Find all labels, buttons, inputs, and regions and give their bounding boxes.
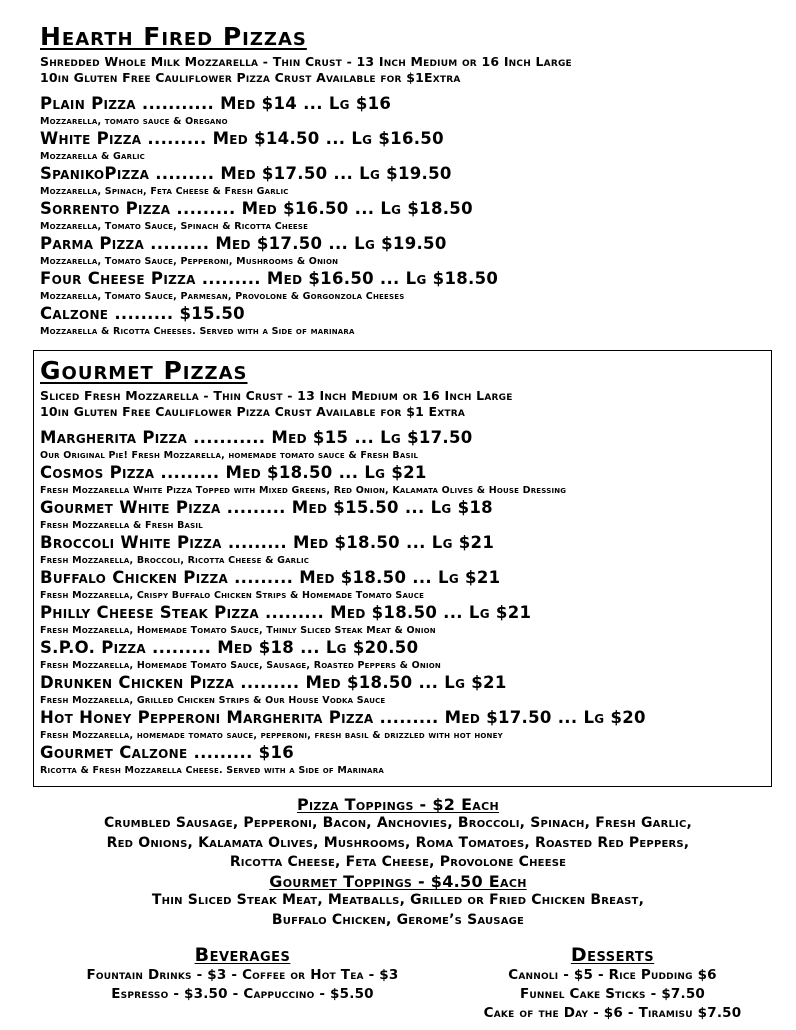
menu-item-list	[40, 429, 778, 779]
item-description: Fresh Mozzarella, Homemade Tomato Sauce, Sausage, Roasted Peppers & Onion	[40, 660, 441, 671]
desserts-line: Funnel Cake Sticks - $7.50	[519, 986, 706, 1002]
item-title: Hot Honey Pepperoni Margherita Pizza ......... Med $17.50 ... Lg $20	[40, 708, 646, 727]
gourmet-toppings-line: Buffalo Chicken, Gerome’s Sausage	[271, 911, 525, 928]
section-subtitle: Shredded Whole Milk Mozzarella - Thin Crust - 13 Inch Medium or 16 Inch Large	[40, 54, 572, 69]
item-title: Gourmet White Pizza ......... Med $15.50 ... Lg $18	[40, 498, 493, 517]
gourmet-toppings-line: Thin Sliced Steak Meat, Meatballs, Grilled or Fried Chicken Breast,	[151, 892, 645, 908]
menu-item	[40, 165, 778, 200]
item-description: Fresh Mozzarella, Grilled Chicken Strips & Our House Vodka Sauce	[40, 695, 386, 706]
toppings-line: Crumbled Sausage, Pepperoni, Bacon, Anchovies, Broccoli, Spinach, Fresh Garlic,	[103, 815, 693, 831]
menu-item	[40, 270, 778, 305]
gourmet-toppings-title: Gourmet Toppings - $4.50 Each	[269, 872, 527, 891]
gourmet-pizzas-section	[40, 356, 778, 779]
item-description: Mozzarella & Garlic	[40, 151, 145, 162]
item-title: SpanikoPizza ......... Med $17.50 ... Lg $19.50	[40, 164, 452, 183]
menu-item-list	[40, 95, 778, 340]
item-description: Mozzarella, tomato sauce & Oregano	[40, 116, 228, 127]
desserts-line: Cannoli - $5 - Rice Pudding $6	[508, 967, 717, 983]
menu-item	[40, 604, 778, 639]
item-description: Fresh Mozzarella, homemade tomato sauce, pepperoni, fresh basil & drizzled with hot honey	[40, 730, 503, 741]
item-description: Our Original Pie! Fresh Mozzarella, homemade tomato sauce & Fresh Basil	[40, 450, 419, 461]
item-title: Drunken Chicken Pizza ......... Med $18.50 ... Lg $21	[40, 673, 507, 692]
menu-item	[40, 674, 778, 709]
item-description: Fresh Mozzarella & Fresh Basil	[40, 520, 203, 531]
item-description: Mozzarella, Tomato Sauce, Parmesan, Provolone & Gorgonzola Cheeses	[40, 291, 405, 302]
desserts-line: Cake of the Day - $6 - Tiramisu $7.50	[483, 1005, 742, 1021]
section-title: Hearth Fired Pizzas	[40, 22, 307, 51]
section-subtitle: Sliced Fresh Mozzarella - Thin Crust - 13 Inch Medium or 16 Inch Large	[40, 388, 513, 403]
item-description: Fresh Mozzarella, Crispy Buffalo Chicken Strips & Homemade Tomato Sauce	[40, 590, 425, 601]
menu-item	[40, 95, 778, 130]
item-title: Sorrento Pizza ......... Med $16.50 ... Lg $18.50	[40, 199, 473, 218]
menu-item	[40, 569, 778, 604]
item-title: White Pizza ......... Med $14.50 ... Lg $16.50	[40, 129, 444, 148]
hearth-fired-section	[40, 22, 778, 340]
item-title: Philly Cheese Steak Pizza ......... Med $18.50 ... Lg $21	[40, 603, 532, 622]
menu-item	[40, 130, 778, 165]
item-title: S.P.O. Pizza ......... Med $18 ... Lg $20.50	[40, 638, 419, 657]
item-title: Plain Pizza ........... Med $14 ... Lg $16	[40, 94, 392, 113]
item-title: Gourmet Calzone ......... $16	[40, 743, 295, 762]
menu-item	[40, 709, 778, 744]
item-description: Mozzarella, Spinach, Feta Cheese & Fresh Garlic	[40, 186, 289, 197]
menu-item	[40, 464, 778, 499]
item-title: Four Cheese Pizza ......... Med $16.50 ... Lg $18.50	[40, 269, 499, 288]
beverages-section	[20, 944, 465, 1004]
beverages-line: Espresso - $3.50 - Cappuccino - $5.50	[111, 986, 374, 1002]
item-title: Calzone ......... $15.50	[40, 304, 245, 323]
gourmet-toppings-section	[0, 872, 796, 930]
item-description: Mozzarella, Tomato Sauce, Pepperoni, Mushrooms & Onion	[40, 256, 339, 267]
menu-item	[40, 639, 778, 674]
toppings-title: Pizza Toppings - $2 Each	[296, 795, 500, 814]
desserts-section	[460, 944, 765, 1023]
beverages-line: Fountain Drinks - $3 - Coffee or Hot Tea - $3	[86, 967, 399, 983]
item-description: Mozzarella, Tomato Sauce, Spinach & Ricotta Cheese	[40, 221, 309, 232]
item-description: Fresh Mozzarella White Pizza Topped with Mixed Greens, Red Onion, Kalamata Olives & House Dressing	[40, 485, 567, 496]
menu-item	[40, 200, 778, 235]
menu-item	[40, 744, 778, 779]
item-description: Fresh Mozzarella, Broccoli, Ricotta Cheese & Garlic	[40, 555, 310, 566]
gluten-free-note: 10in Gluten Free Cauliflower Pizza Crust Available for $1 Extra	[40, 404, 466, 419]
toppings-line: Red Onions, Kalamata Olives, Mushrooms, Roma Tomatoes, Roasted Red Peppers,	[106, 834, 690, 851]
menu-item	[40, 235, 778, 270]
item-title: Broccoli White Pizza ......... Med $18.50 ... Lg $21	[40, 533, 495, 552]
item-description: Fresh Mozzarella, Homemade Tomato Sauce, Thinly Sliced Steak Meat & Onion	[40, 625, 436, 636]
menu-item	[40, 305, 778, 340]
item-description: Ricotta & Fresh Mozzarella Cheese. Served with a Side of Marinara	[40, 765, 384, 776]
item-title: Buffalo Chicken Pizza ......... Med $18.50 ... Lg $21	[40, 568, 501, 587]
item-description: Mozzarella & Ricotta Cheeses. Served with a Side of marinara	[40, 326, 355, 337]
section-title: Gourmet Pizzas	[40, 356, 248, 385]
toppings-line: Ricotta Cheese, Feta Cheese, Provolone Cheese	[229, 854, 567, 870]
beverages-title: Beverages	[194, 944, 291, 966]
menu-item	[40, 534, 778, 569]
item-title: Parma Pizza ......... Med $17.50 ... Lg $19.50	[40, 234, 447, 253]
gluten-free-note: 10in Gluten Free Cauliflower Pizza Crust Available for $1Extra	[40, 70, 461, 85]
menu-item	[40, 429, 778, 464]
pizza-toppings-section	[0, 795, 796, 873]
menu-item	[40, 499, 778, 534]
item-title: Margherita Pizza ........... Med $15 ... Lg $17.50	[40, 428, 473, 447]
item-title: Cosmos Pizza ......... Med $18.50 ... Lg $21	[40, 463, 427, 482]
desserts-title: Desserts	[570, 944, 655, 966]
